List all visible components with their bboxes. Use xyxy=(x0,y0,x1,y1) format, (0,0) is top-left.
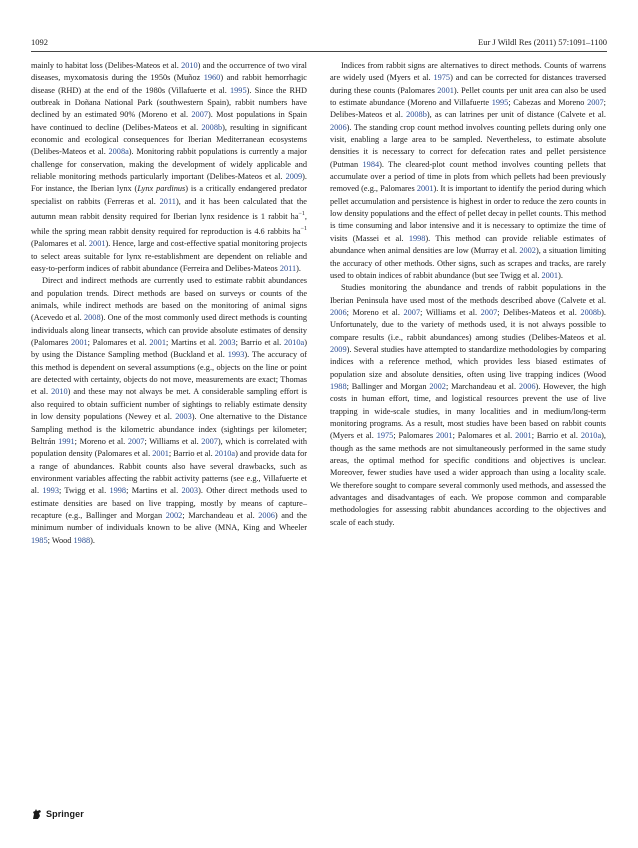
text-run: ; Palomares et al. xyxy=(452,431,516,441)
citation-link[interactable]: 2008b xyxy=(201,122,223,132)
text-run: ), a situation limiting the accuracy of other methods. Other signs, such as scrapes and tracks, are rarely used to obtain indices of rabbit abundance (but see Twigg et al. xyxy=(330,246,606,280)
citation-link[interactable]: 2006 xyxy=(330,307,347,317)
citation-link[interactable]: 2007 xyxy=(480,307,498,317)
text-run: ). Unfortunately, due to the variety of methods used, it is not always possible to compare results (i.e., rabbit abundances) among studies (Delibes-Mateos et al. xyxy=(330,307,607,342)
paragraph xyxy=(330,60,606,282)
text-run: ; Moreno et al. xyxy=(74,436,128,446)
citation-link[interactable]: 2010a xyxy=(214,449,236,459)
citation-link[interactable]: 2010 xyxy=(51,387,68,397)
citation-link[interactable]: 1993 xyxy=(227,350,245,360)
text-run: ). Hence, large and cost-effective spatial monitoring projects to select areas suitable for lynx re-establishment are dependent on reliable and easy-to-perform indices of rabbit abundance (Ferreira and Delibes-Mateos xyxy=(31,239,307,274)
text-run: ). Several studies have attempted to standardize methodologies by comparing indices with a reference method, which provides less biased estimates of population size and absolute densities, often using live trapping indices (Wood xyxy=(330,344,606,379)
springer-horse-icon xyxy=(31,808,43,820)
text-run: ). xyxy=(296,264,301,274)
text-run: ) and provide data for a range of abundances. Rabbit counts also have several drawbacks, such as environment variables affecting the rabbit activity patterns (see e.g., Villafuerte et al. xyxy=(31,449,307,496)
citation-link[interactable]: 2006 xyxy=(518,381,536,391)
citation-link[interactable]: 2001 xyxy=(88,239,106,249)
citation-link[interactable]: 2006 xyxy=(330,122,347,132)
citation-link[interactable]: 2007 xyxy=(201,436,218,446)
text-run: ; Wood xyxy=(47,535,74,545)
text-run: ; Palomares xyxy=(393,431,436,441)
citation-link[interactable]: 2010 xyxy=(181,61,198,70)
citation-link[interactable]: 1998 xyxy=(408,233,426,243)
text-run: ; Martins et al. xyxy=(126,486,182,496)
text-run: Indices from rabbit signs are alternatives to direct methods. Counts of warrens are widely used (Myers et al. xyxy=(330,61,606,83)
text-run: ; Delibes-Mateos et al. xyxy=(497,307,581,317)
citation-link[interactable]: 2003 xyxy=(218,338,236,348)
citation-link[interactable]: 1975 xyxy=(433,73,451,83)
citation-link[interactable]: 1995 xyxy=(491,98,509,108)
text-run: ) and the minimum number of individuals known to be alive (MNA, King and Wheeler xyxy=(31,510,307,533)
text-run: ) and the occurrence of two viral diseases, myxomatosis during the 1950s (Muñoz xyxy=(31,61,307,83)
text-run: ). Since the RHD outbreak in Doñana National Park (southwestern Spain), rabbit numbers have declined by an estimated 90% (Moreno et al. xyxy=(31,85,307,120)
text-run: ). For instance, the Iberian lynx ( xyxy=(31,172,307,194)
paragraph xyxy=(31,275,307,547)
left-column xyxy=(31,60,307,547)
citation-link[interactable]: 2001 xyxy=(435,431,453,441)
superscript: −1 xyxy=(298,211,305,218)
text-run: ). Pellet counts per unit area can also be used to estimate abundance (Moreno and Villafuerte xyxy=(330,85,606,108)
citation-link[interactable]: 1993 xyxy=(42,486,59,496)
running-header xyxy=(31,37,607,49)
citation-link[interactable]: 2002 xyxy=(165,510,183,520)
text-run: (Palomares et al. xyxy=(31,239,89,249)
citation-link[interactable]: 2001 xyxy=(152,449,169,459)
text-run: ), though as the same methods are not simultaneously performed in the same study areas, the optimal method for specific conditions and objectives is unclear. Moreover, fewer studies have used a wider approach than using a locality scale. We therefore sought to compare several commonly used methods, and assessed the advantages and disadvantages of each. We propose common and comparable methodologies for assessing rabbit abundances according to the objectives and scale of each study. xyxy=(330,431,606,527)
text-run: ), which is correlated with population density (Palomares et al. xyxy=(31,436,308,459)
citation-link[interactable]: 2001 xyxy=(541,270,559,280)
citation-link[interactable]: 2002 xyxy=(519,246,536,256)
citation-link[interactable]: 1984 xyxy=(362,159,380,169)
text-run: ). This method can provide reliable estimates of abundance when animal densities are low (Murray et al. xyxy=(330,233,606,256)
citation-link[interactable]: 2008a xyxy=(108,147,129,157)
citation-link[interactable]: 1975 xyxy=(376,431,394,441)
text-run: ). One alternative to the Distance Sampling method is the kilometric abundance index (sightings per kilometer; Beltrán xyxy=(31,412,307,446)
text-run: ). It is important to identify the period during which pellet accumulation and persistence is highest in order to reduce the zero counts in low density populations and the effect of pellet decay in pellet counts. This method is time consuming and labor intensive and it is necessary to optimize the time of visits (Massei et al. xyxy=(330,184,606,243)
text-run: ) and these may not always be met. A considerable sampling effort is also required to obtain sufficient number of sightings to reliably estimate density in low density populations (Newey et al. xyxy=(31,387,307,422)
superscript: −1 xyxy=(300,226,307,233)
publisher-name: Springer xyxy=(46,809,84,819)
citation-link[interactable]: 1985 xyxy=(31,535,48,545)
text-run: ) by using the Distance Sampling method (Buckland et al. xyxy=(31,338,307,360)
citation-link[interactable]: 2007 xyxy=(587,98,604,108)
text-run: ), resulting in significant economic and ecological consequences for Iberian Mediterranean ecosystems (Delibes-Mateos et al. xyxy=(31,122,308,157)
text-run: ), and it has been calculated that the autumn mean rabbit density required for Iberian lynx residence is 1 rabbit ha xyxy=(31,196,307,221)
citation-link[interactable]: 2003 xyxy=(175,412,192,422)
page-number: 1092 xyxy=(31,37,48,47)
text-run: ; Marchandeau et al. xyxy=(445,381,519,391)
text-run: , while the spring mean rabbit density required for reproduction is 4.6 rabbits ha xyxy=(31,211,307,236)
text-run: ) is a critically endangered predator specialist on rabbits (Ferreras et al. xyxy=(31,184,307,206)
citation-link[interactable]: 1998 xyxy=(109,486,127,496)
text-run: ; Moreno et al. xyxy=(346,307,404,317)
paragraph xyxy=(330,282,606,529)
text-run: mainly to habitat loss (Delibes-Mateos et al. xyxy=(31,61,182,70)
text-run: ; Marchandeau et al. xyxy=(182,510,259,520)
citation-link[interactable]: 2009 xyxy=(285,172,303,182)
text-run: Direct and indirect methods are currently used to estimate rabbit abundances and population trends. Direct methods are based on surveys or counts of the animals, while indirect methods are based on the monitoring of animal signs (Acevedo et al. xyxy=(31,276,307,323)
citation-link[interactable]: 2006 xyxy=(258,510,275,520)
text-run: ; Palomares et al. xyxy=(87,338,150,348)
text-run: ). Most populations in Spain have continued to decline (Delibes-Mateos et al. xyxy=(31,110,307,132)
text-run: ) and rabbit hemorrhagic disease (RHD) at the end of the 1980s (Villafuerte et al. xyxy=(31,73,307,95)
citation-link[interactable]: 2002 xyxy=(429,381,446,391)
text-run: ; Martins et al. xyxy=(165,338,219,348)
citation-link[interactable]: 2007 xyxy=(127,436,145,446)
text-run: ; Barrio et al. xyxy=(235,338,284,348)
text-run: ). xyxy=(90,535,95,545)
citation-link[interactable]: 2003 xyxy=(181,486,199,496)
text-run: ) and can be corrected for distances traversed during these counts (Palomares xyxy=(330,73,606,95)
citation-link[interactable]: 2001 xyxy=(71,338,88,348)
text-run: ). Other direct methods used to estimate densities are based on live trapping, mostly by means of capture–recapture (e.g., Ballinger and Morgan xyxy=(31,486,307,520)
text-run: ; Ballinger and Morgan xyxy=(346,381,430,391)
citation-link[interactable]: 1991 xyxy=(58,436,75,446)
citation-link[interactable]: 2001 xyxy=(515,431,532,441)
text-run: ), as can latrines per unit of distance (Calvete et al. xyxy=(426,110,606,120)
text-run: ; Twigg et al. xyxy=(58,486,110,496)
citation-link[interactable]: 2008 xyxy=(84,313,101,323)
text-run: ). The cleared-plot count method involves counting pellets that accumulate over a period of time in plots from which pellets had been previously removed (e.g., Palomares xyxy=(330,159,606,194)
text-run: ). The standing crop count method involves counting pellets during only one visit, enabling a large area to be sampled. Nevertheless, to estimate absolute densities it is necessary to correct for defecation rates and pellet persistence (Putman xyxy=(330,122,606,169)
text-run: ). One of the most commonly used direct methods is counting individuals along linear transects, which can provide absolute estimates of density (Palomares xyxy=(31,313,307,348)
text-run: ). xyxy=(558,270,563,280)
text-run: ). However, the high costs in human effort, time, and logistical resources prevent the use of live trapping in wide-scale studies, in many localities and in medium/long-term monitoring programs. As a result, most studies have been based on rabbit counts (Myers et al. xyxy=(330,381,606,441)
journal-reference: Eur J Wildl Res (2011) 57:1091–1100 xyxy=(478,37,607,47)
citation-link[interactable]: 2001 xyxy=(437,85,454,95)
text-run: ; Barrio et al. xyxy=(531,431,581,441)
text-run: ; Delibes-Mateos et al. xyxy=(330,98,606,120)
text-run: ; Williams et al. xyxy=(420,307,481,317)
header-rule xyxy=(31,51,607,52)
text-run: Studies monitoring the abundance and trends of rabbit populations in the Iberian Peninsula have used most of the methods described above (Calvete et al. xyxy=(330,283,606,305)
text-run: ; Williams et al. xyxy=(144,436,202,446)
citation-link[interactable]: 2007 xyxy=(191,110,208,120)
citation-link[interactable]: 2011 xyxy=(159,196,176,206)
right-column xyxy=(330,60,606,529)
species-name: Lynx pardinus xyxy=(137,184,186,194)
citation-link[interactable]: 2001 xyxy=(149,338,166,348)
citation-link[interactable]: 2011 xyxy=(279,264,297,274)
citation-link[interactable]: 2010a xyxy=(580,431,602,441)
citation-link[interactable]: 1995 xyxy=(230,85,247,95)
citation-link[interactable]: 2009 xyxy=(330,344,347,354)
citation-link[interactable]: 1988 xyxy=(73,535,91,545)
citation-link[interactable]: 2010a xyxy=(283,338,305,348)
text-run: ). Monitoring rabbit populations is currently a major challenge for conservation, making the development of widely applicable and reliable monitoring methods particularly important (Delibes-Mateos et al. xyxy=(31,147,307,182)
text-run: ; Barrio et al. xyxy=(168,449,215,459)
text-run: ; Cabezas and Moreno xyxy=(508,98,588,108)
citation-link[interactable]: 1960 xyxy=(203,73,221,83)
citation-link[interactable]: 1988 xyxy=(330,381,347,391)
paragraph xyxy=(31,60,307,275)
text-run: ). The accuracy of this method is dependent on several assumptions (e.g., objects on the line or point are detected with certainty, objects do not move, measurements are exact; Thomas et al. xyxy=(31,350,307,397)
citation-link[interactable]: 2007 xyxy=(403,307,421,317)
citation-link[interactable]: 2008b xyxy=(406,110,427,120)
citation-link[interactable]: 2008b xyxy=(580,307,602,317)
citation-link[interactable]: 2001 xyxy=(416,184,434,194)
footer xyxy=(31,807,84,821)
